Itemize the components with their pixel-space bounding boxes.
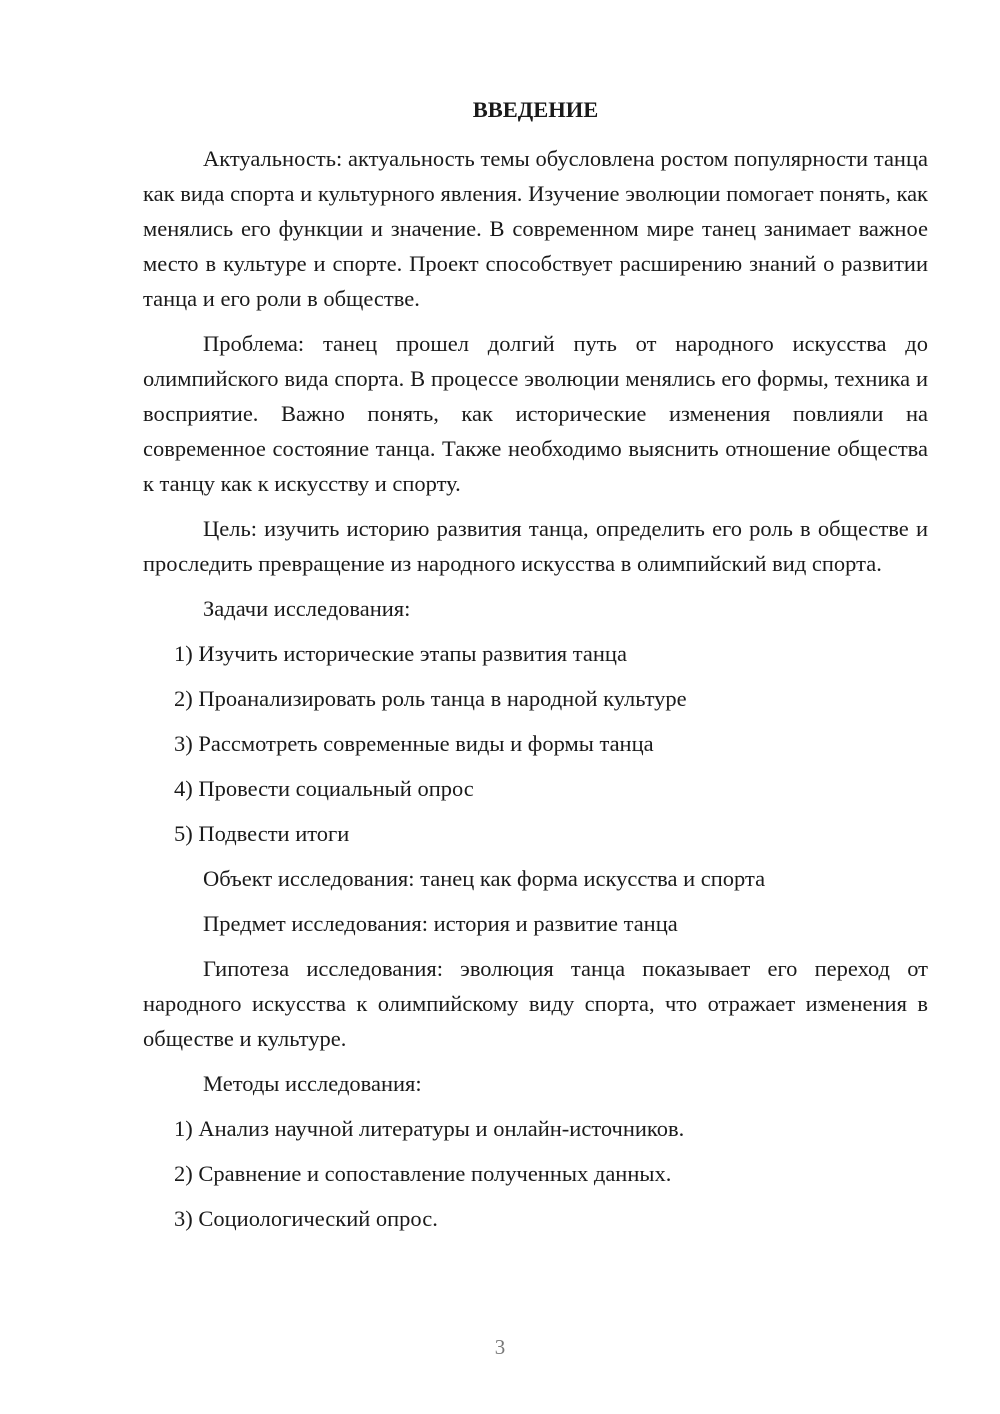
hypothesis-paragraph: Гипотеза исследования: эволюция танца показывает его переход от народного искусства к олимпийскому виду спорта, что отражает изменения в обществе и культуре. [143, 956, 928, 1051]
relevance-paragraph: Актуальность: актуальность темы обусловлена ростом популярности танца как вида спорта и культурного явления. Изучение эволюции помогает понять, как менялись его функции и значение. В современном мире танец занимает важное место в культуре и спорте. Проект способствует расширению знаний о развитии танца и его роли в обществе. [143, 146, 928, 311]
tasks-label: Задачи исследования: [203, 596, 411, 621]
tasks-list [143, 636, 928, 851]
problem-paragraph: Проблема: танец прошел долгий путь от народного искусства до олимпийского вида спорта. В процессе эволюции менялись его формы, техника и восприятие. Важно понять, как исторические изменения повлияли на современное состояние танца. Также необходимо выяснить отношение общества к танцу как к искусству и спорту. [143, 331, 928, 496]
section-heading: ВВЕДЕНИЕ [472, 97, 599, 122]
object-line: Объект исследования: танец как форма искусства и спорта [203, 866, 766, 891]
document-page [143, 92, 928, 1246]
method-item: 3) Социологический опрос. [174, 1206, 438, 1231]
page-number: 3 [494, 1335, 506, 1359]
method-item: 1) Анализ научной литературы и онлайн-источников. [174, 1116, 685, 1141]
task-item: 1) Изучить исторические этапы развития танца [174, 641, 627, 666]
task-item: 5) Подвести итоги [174, 821, 350, 846]
methods-label: Методы исследования: [203, 1071, 422, 1096]
task-item: 3) Рассмотреть современные виды и формы танца [174, 731, 654, 756]
subject-line: Предмет исследования: история и развитие танца [203, 911, 678, 936]
methods-list [143, 1111, 928, 1236]
task-item: 4) Провести социальный опрос [174, 776, 474, 801]
method-item: 2) Сравнение и сопоставление полученных данных. [174, 1161, 672, 1186]
goal-paragraph: Цель: изучить историю развития танца, определить его роль в обществе и проследить превращение из народного искусства в олимпийский вид спорта. [143, 516, 928, 576]
task-item: 2) Проанализировать роль танца в народной культуре [174, 686, 687, 711]
